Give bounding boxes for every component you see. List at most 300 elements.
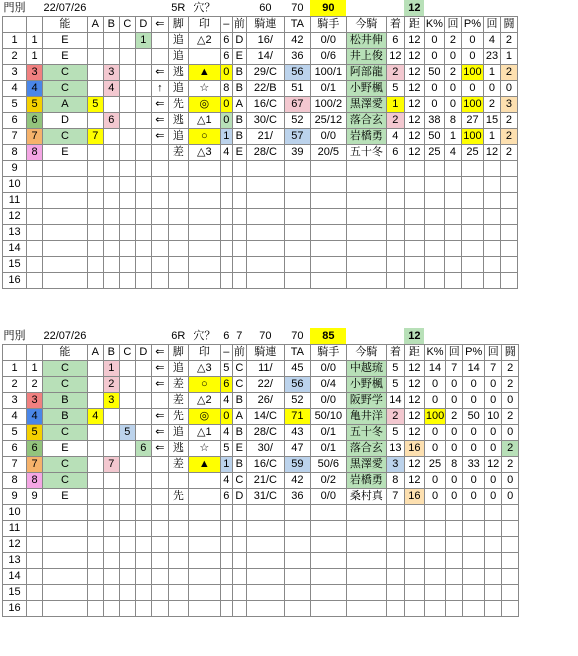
cell-col-d[interactable] — [135, 569, 151, 585]
cell-arrow[interactable] — [151, 473, 168, 489]
cell-kiren[interactable]: 30/C — [246, 113, 284, 129]
cell-col-b[interactable] — [103, 489, 119, 505]
cell-imaki[interactable]: 阪野学 — [346, 393, 386, 409]
cell-nou[interactable]: A — [43, 97, 88, 113]
cell-nou[interactable]: C — [43, 473, 88, 489]
cell-kai2[interactable] — [485, 505, 502, 521]
cell-k-pct[interactable]: 100 — [424, 409, 445, 425]
cell-arrow[interactable] — [151, 177, 168, 193]
cell-k-pct[interactable]: 50 — [424, 129, 444, 145]
cell-dash[interactable] — [220, 537, 232, 553]
cell-nou[interactable] — [43, 569, 88, 585]
cell-nou[interactable] — [43, 585, 88, 601]
cell-kyaku[interactable] — [168, 585, 188, 601]
cell-col-c[interactable] — [119, 489, 135, 505]
cell-shirushi[interactable] — [188, 177, 220, 193]
cell-ta[interactable]: 45 — [284, 361, 310, 377]
cell-waku[interactable]: 1 — [27, 361, 43, 377]
cell-kyaku[interactable] — [168, 601, 188, 617]
cell-col-c[interactable] — [119, 241, 135, 257]
cell-ta[interactable] — [284, 273, 310, 289]
cell-ta[interactable] — [284, 257, 310, 273]
cell-umaban[interactable]: 7 — [3, 129, 27, 145]
cell-col-c[interactable] — [119, 505, 135, 521]
cell-col-a[interactable]: 5 — [87, 97, 103, 113]
cell-waku[interactable]: 1 — [27, 33, 43, 49]
cell-p-pct[interactable]: 0 — [461, 81, 483, 97]
cell-ta[interactable]: 42 — [284, 33, 310, 49]
cell-k-pct[interactable] — [424, 569, 445, 585]
cell-kyori[interactable] — [404, 257, 424, 273]
cell-dash[interactable] — [220, 177, 232, 193]
cell-imaki[interactable] — [346, 585, 386, 601]
cell-imaki[interactable] — [346, 161, 386, 177]
cell-kyaku[interactable]: 追 — [168, 129, 188, 145]
cell-imaki[interactable] — [346, 569, 386, 585]
cell-kai1[interactable] — [446, 505, 463, 521]
cell-col-d[interactable] — [135, 601, 151, 617]
cell-kyaku[interactable]: 追 — [168, 33, 188, 49]
cell-col-c[interactable] — [119, 441, 135, 457]
cell-nou[interactable] — [43, 257, 88, 273]
cell-chaku[interactable] — [386, 585, 404, 601]
cell-arrow[interactable]: ⇐ — [151, 377, 168, 393]
cell-col-d[interactable] — [135, 537, 151, 553]
cell-col-b[interactable] — [103, 161, 119, 177]
cell-dash[interactable]: 6 — [220, 377, 232, 393]
cell-col-a[interactable] — [87, 81, 103, 97]
cell-kyaku[interactable]: 逃 — [168, 441, 188, 457]
cell-waku[interactable] — [27, 553, 43, 569]
cell-kyori[interactable]: 12 — [404, 81, 424, 97]
cell-waku[interactable] — [27, 569, 43, 585]
cell-col-d[interactable] — [135, 193, 151, 209]
cell-col-b[interactable] — [103, 241, 119, 257]
cell-col-c[interactable] — [119, 97, 135, 113]
cell-col-c[interactable] — [119, 145, 135, 161]
cell-p-pct[interactable] — [461, 161, 483, 177]
cell-shirushi[interactable] — [188, 585, 220, 601]
cell-col-c[interactable] — [119, 81, 135, 97]
cell-waku[interactable]: 6 — [27, 113, 43, 129]
cell-shirushi[interactable]: ☆ — [188, 81, 220, 97]
cell-ta[interactable]: 57 — [284, 129, 310, 145]
cell-kishu[interactable] — [310, 273, 346, 289]
cell-dash[interactable] — [220, 193, 232, 209]
cell-tou[interactable] — [502, 505, 519, 521]
cell-col-b[interactable] — [103, 33, 119, 49]
cell-kai1[interactable]: 0 — [446, 377, 463, 393]
cell-imaki[interactable]: 落合玄 — [346, 441, 386, 457]
cell-ta[interactable]: 39 — [284, 145, 310, 161]
cell-kishu[interactable] — [310, 585, 346, 601]
cell-chaku[interactable] — [386, 177, 404, 193]
cell-nou[interactable]: E — [43, 145, 88, 161]
cell-col-d[interactable]: 6 — [135, 441, 151, 457]
cell-p-pct[interactable] — [463, 601, 485, 617]
cell-p-pct[interactable] — [461, 273, 483, 289]
cell-imaki[interactable] — [346, 273, 386, 289]
cell-kishu[interactable]: 0/0 — [310, 393, 346, 409]
cell-kai1[interactable] — [444, 257, 461, 273]
cell-arrow[interactable] — [151, 537, 168, 553]
cell-kiren[interactable] — [246, 505, 284, 521]
cell-imaki[interactable]: 黒澤愛 — [346, 97, 386, 113]
cell-arrow[interactable] — [151, 161, 168, 177]
cell-col-c[interactable] — [119, 537, 135, 553]
cell-imaki[interactable]: 阿部龍 — [346, 65, 386, 81]
cell-nou[interactable] — [43, 177, 88, 193]
cell-p-pct[interactable] — [463, 569, 485, 585]
cell-arrow[interactable] — [151, 273, 168, 289]
cell-imaki[interactable] — [346, 537, 386, 553]
cell-k-pct[interactable] — [424, 241, 444, 257]
cell-ta[interactable] — [284, 553, 310, 569]
cell-kiren[interactable] — [246, 585, 284, 601]
cell-ta[interactable]: 36 — [284, 489, 310, 505]
cell-ta[interactable]: 52 — [284, 393, 310, 409]
cell-chaku[interactable]: 4 — [386, 129, 404, 145]
cell-nou[interactable]: B — [43, 393, 88, 409]
cell-col-c[interactable] — [119, 361, 135, 377]
cell-waku[interactable] — [27, 177, 43, 193]
cell-col-a[interactable] — [87, 177, 103, 193]
cell-waku[interactable]: 3 — [27, 65, 43, 81]
cell-ta[interactable] — [284, 505, 310, 521]
cell-umaban[interactable]: 8 — [3, 145, 27, 161]
cell-kyaku[interactable]: 差 — [168, 457, 188, 473]
cell-col-d[interactable] — [135, 425, 151, 441]
cell-col-d[interactable] — [135, 361, 151, 377]
cell-umaban[interactable]: 14 — [3, 569, 27, 585]
cell-p-pct[interactable] — [461, 241, 483, 257]
cell-kyori[interactable]: 12 — [404, 33, 424, 49]
cell-imaki[interactable] — [346, 225, 386, 241]
cell-arrow[interactable]: ⇐ — [151, 65, 168, 81]
cell-tou[interactable]: 2 — [502, 409, 519, 425]
cell-dash[interactable] — [220, 569, 232, 585]
cell-ta[interactable]: 47 — [284, 441, 310, 457]
cell-chaku[interactable] — [386, 553, 404, 569]
cell-shirushi[interactable]: △3 — [188, 361, 220, 377]
cell-imaki[interactable]: 小野楓 — [346, 81, 386, 97]
cell-chaku[interactable] — [386, 601, 404, 617]
cell-col-b[interactable] — [103, 425, 119, 441]
cell-tou[interactable]: 0 — [502, 473, 519, 489]
cell-col-c[interactable] — [119, 601, 135, 617]
cell-kai2[interactable]: 15 — [483, 113, 500, 129]
cell-kyaku[interactable] — [168, 569, 188, 585]
cell-mae[interactable] — [232, 177, 246, 193]
cell-umaban[interactable]: 1 — [3, 33, 27, 49]
cell-waku[interactable] — [27, 161, 43, 177]
cell-arrow[interactable] — [151, 257, 168, 273]
cell-kyori[interactable] — [404, 601, 424, 617]
cell-kyaku[interactable] — [168, 225, 188, 241]
cell-col-b[interactable]: 3 — [103, 393, 119, 409]
cell-imaki[interactable]: 桑村真 — [346, 489, 386, 505]
cell-col-a[interactable] — [87, 393, 103, 409]
cell-mae[interactable] — [232, 273, 246, 289]
cell-col-a[interactable] — [87, 441, 103, 457]
cell-dash[interactable]: 8 — [220, 81, 232, 97]
cell-kiren[interactable]: 16/C — [246, 457, 284, 473]
cell-kyaku[interactable]: 逃 — [168, 113, 188, 129]
cell-nou[interactable]: C — [43, 65, 88, 81]
cell-shirushi[interactable]: ▲ — [188, 457, 220, 473]
cell-kishu[interactable]: 50/10 — [310, 409, 346, 425]
cell-tou[interactable]: 2 — [502, 441, 519, 457]
cell-dash[interactable] — [220, 161, 232, 177]
cell-col-b[interactable] — [103, 49, 119, 65]
cell-waku[interactable] — [27, 193, 43, 209]
cell-tou[interactable]: 2 — [500, 145, 517, 161]
cell-kishu[interactable]: 0/6 — [310, 49, 346, 65]
cell-tou[interactable] — [500, 209, 517, 225]
cell-kai2[interactable]: 7 — [485, 361, 502, 377]
cell-kai1[interactable] — [446, 585, 463, 601]
cell-tou[interactable] — [502, 553, 519, 569]
cell-col-d[interactable] — [135, 553, 151, 569]
cell-kishu[interactable] — [310, 537, 346, 553]
cell-kishu[interactable]: 25/12 — [310, 113, 346, 129]
cell-dash[interactable] — [220, 241, 232, 257]
cell-waku[interactable] — [27, 209, 43, 225]
cell-kai1[interactable] — [444, 193, 461, 209]
cell-k-pct[interactable]: 25 — [424, 457, 445, 473]
cell-kai2[interactable] — [485, 585, 502, 601]
cell-arrow[interactable] — [151, 489, 168, 505]
cell-imaki[interactable]: 五十冬 — [346, 145, 386, 161]
cell-shirushi[interactable] — [188, 193, 220, 209]
cell-shirushi[interactable] — [188, 473, 220, 489]
cell-shirushi[interactable] — [188, 209, 220, 225]
cell-nou[interactable] — [43, 225, 88, 241]
cell-shirushi[interactable] — [188, 257, 220, 273]
cell-shirushi[interactable]: △2 — [188, 393, 220, 409]
cell-imaki[interactable] — [346, 177, 386, 193]
cell-kai2[interactable]: 0 — [483, 81, 500, 97]
cell-col-d[interactable] — [135, 65, 151, 81]
cell-mae[interactable]: B — [232, 81, 246, 97]
cell-kyori[interactable] — [404, 521, 424, 537]
cell-nou[interactable] — [43, 241, 88, 257]
cell-kiren[interactable] — [246, 241, 284, 257]
cell-col-d[interactable]: 1 — [135, 33, 151, 49]
cell-ta[interactable]: 52 — [284, 113, 310, 129]
cell-col-b[interactable]: 2 — [103, 377, 119, 393]
cell-kyaku[interactable]: 追 — [168, 49, 188, 65]
cell-arrow[interactable] — [151, 393, 168, 409]
cell-nou[interactable]: E — [43, 489, 88, 505]
cell-waku[interactable] — [27, 257, 43, 273]
cell-kai1[interactable]: 7 — [446, 361, 463, 377]
cell-col-a[interactable] — [87, 113, 103, 129]
cell-waku[interactable]: 4 — [27, 81, 43, 97]
cell-kai1[interactable] — [444, 225, 461, 241]
cell-imaki[interactable] — [346, 193, 386, 209]
cell-kiren[interactable]: 21/ — [246, 129, 284, 145]
cell-kai2[interactable] — [485, 601, 502, 617]
cell-kyaku[interactable]: 先 — [168, 97, 188, 113]
cell-col-d[interactable] — [135, 273, 151, 289]
cell-col-b[interactable]: 6 — [103, 113, 119, 129]
cell-shirushi[interactable]: △3 — [188, 145, 220, 161]
cell-col-d[interactable] — [135, 241, 151, 257]
cell-waku[interactable]: 6 — [27, 441, 43, 457]
cell-p-pct[interactable]: 50 — [463, 409, 485, 425]
cell-col-b[interactable] — [103, 537, 119, 553]
cell-shirushi[interactable]: ◎ — [188, 409, 220, 425]
cell-kai2[interactable]: 12 — [485, 457, 502, 473]
cell-col-d[interactable] — [135, 489, 151, 505]
cell-tou[interactable] — [502, 569, 519, 585]
cell-imaki[interactable]: 五十冬 — [346, 425, 386, 441]
cell-mae[interactable]: A — [232, 97, 246, 113]
cell-kai2[interactable] — [485, 521, 502, 537]
cell-kyori[interactable]: 16 — [404, 441, 424, 457]
cell-col-d[interactable] — [135, 225, 151, 241]
cell-imaki[interactable] — [346, 209, 386, 225]
cell-shirushi[interactable]: ○ — [188, 129, 220, 145]
cell-col-c[interactable] — [119, 129, 135, 145]
cell-kyori[interactable] — [404, 585, 424, 601]
cell-arrow[interactable]: ↑ — [151, 81, 168, 97]
cell-umaban[interactable]: 9 — [3, 489, 27, 505]
cell-kiren[interactable]: 22/ — [246, 377, 284, 393]
cell-col-a[interactable] — [87, 377, 103, 393]
cell-imaki[interactable]: 松井伸 — [346, 33, 386, 49]
cell-shirushi[interactable] — [188, 241, 220, 257]
cell-col-b[interactable] — [103, 585, 119, 601]
cell-kyaku[interactable]: 逃 — [168, 65, 188, 81]
cell-dash[interactable]: 6 — [220, 33, 232, 49]
cell-col-a[interactable] — [87, 457, 103, 473]
cell-kishu[interactable]: 0/0 — [310, 361, 346, 377]
cell-col-c[interactable]: 5 — [119, 425, 135, 441]
cell-kai2[interactable]: 0 — [485, 425, 502, 441]
cell-waku[interactable]: 5 — [27, 425, 43, 441]
cell-kyori[interactable]: 12 — [404, 361, 424, 377]
cell-umaban[interactable]: 4 — [3, 81, 27, 97]
cell-chaku[interactable]: 6 — [386, 145, 404, 161]
cell-umaban[interactable]: 8 — [3, 473, 27, 489]
cell-dash[interactable]: 0 — [220, 113, 232, 129]
cell-col-a[interactable] — [87, 161, 103, 177]
cell-chaku[interactable] — [386, 225, 404, 241]
cell-k-pct[interactable]: 0 — [424, 97, 444, 113]
cell-kyori[interactable] — [404, 225, 424, 241]
cell-ta[interactable] — [284, 537, 310, 553]
cell-kiren[interactable]: 14/ — [246, 49, 284, 65]
cell-p-pct[interactable] — [461, 209, 483, 225]
cell-kai2[interactable] — [483, 209, 500, 225]
cell-arrow[interactable] — [151, 49, 168, 65]
cell-col-b[interactable] — [103, 409, 119, 425]
cell-kishu[interactable] — [310, 553, 346, 569]
cell-p-pct[interactable]: 100 — [461, 129, 483, 145]
cell-chaku[interactable]: 5 — [386, 361, 404, 377]
cell-waku[interactable] — [27, 585, 43, 601]
cell-col-b[interactable] — [103, 129, 119, 145]
cell-chaku[interactable] — [386, 505, 404, 521]
cell-col-b[interactable] — [103, 209, 119, 225]
cell-col-b[interactable] — [103, 257, 119, 273]
cell-arrow[interactable] — [151, 585, 168, 601]
cell-waku[interactable]: 7 — [27, 457, 43, 473]
cell-arrow[interactable]: ⇐ — [151, 97, 168, 113]
cell-kyaku[interactable]: 追 — [168, 361, 188, 377]
cell-nou[interactable]: C — [43, 425, 88, 441]
cell-waku[interactable] — [27, 273, 43, 289]
cell-arrow[interactable] — [151, 553, 168, 569]
cell-kyori[interactable] — [404, 505, 424, 521]
cell-dash[interactable] — [220, 273, 232, 289]
cell-dash[interactable] — [220, 521, 232, 537]
cell-col-a[interactable] — [87, 553, 103, 569]
cell-kyaku[interactable]: 先 — [168, 409, 188, 425]
cell-kai2[interactable] — [485, 569, 502, 585]
cell-col-d[interactable] — [135, 585, 151, 601]
cell-kai1[interactable]: 4 — [444, 145, 461, 161]
cell-mae[interactable] — [232, 161, 246, 177]
cell-kai1[interactable]: 0 — [446, 425, 463, 441]
cell-tou[interactable]: 0 — [500, 81, 517, 97]
cell-mae[interactable]: B — [232, 457, 246, 473]
cell-umaban[interactable]: 1 — [3, 361, 27, 377]
cell-dash[interactable] — [220, 601, 232, 617]
cell-tou[interactable]: 2 — [502, 361, 519, 377]
cell-dash[interactable] — [220, 257, 232, 273]
cell-kai2[interactable] — [483, 257, 500, 273]
cell-k-pct[interactable]: 0 — [424, 393, 445, 409]
cell-k-pct[interactable] — [424, 601, 445, 617]
cell-col-d[interactable] — [135, 209, 151, 225]
cell-mae[interactable]: B — [232, 425, 246, 441]
cell-nou[interactable] — [43, 505, 88, 521]
cell-shirushi[interactable] — [188, 161, 220, 177]
cell-col-b[interactable] — [103, 441, 119, 457]
cell-col-c[interactable] — [119, 209, 135, 225]
cell-arrow[interactable]: ⇐ — [151, 113, 168, 129]
cell-kiren[interactable] — [246, 537, 284, 553]
cell-tou[interactable] — [500, 273, 517, 289]
cell-col-a[interactable]: 7 — [87, 129, 103, 145]
cell-k-pct[interactable]: 0 — [424, 441, 445, 457]
cell-imaki[interactable] — [346, 553, 386, 569]
cell-nou[interactable]: C — [43, 129, 88, 145]
cell-kai2[interactable]: 1 — [483, 129, 500, 145]
cell-kishu[interactable]: 0/4 — [310, 377, 346, 393]
cell-p-pct[interactable]: 0 — [463, 425, 485, 441]
cell-umaban[interactable]: 6 — [3, 113, 27, 129]
cell-chaku[interactable]: 5 — [386, 425, 404, 441]
cell-k-pct[interactable]: 38 — [424, 113, 444, 129]
cell-kai1[interactable]: 0 — [446, 441, 463, 457]
cell-arrow[interactable]: ⇐ — [151, 409, 168, 425]
cell-dash[interactable]: 0 — [220, 97, 232, 113]
cell-kiren[interactable]: 29/C — [246, 65, 284, 81]
cell-col-d[interactable] — [135, 81, 151, 97]
cell-waku[interactable]: 4 — [27, 409, 43, 425]
cell-col-d[interactable] — [135, 145, 151, 161]
cell-kishu[interactable]: 0/0 — [310, 489, 346, 505]
cell-kiren[interactable] — [246, 257, 284, 273]
cell-col-d[interactable] — [135, 473, 151, 489]
cell-arrow[interactable]: ⇐ — [151, 425, 168, 441]
cell-kai1[interactable]: 8 — [446, 457, 463, 473]
cell-chaku[interactable]: 2 — [386, 409, 404, 425]
